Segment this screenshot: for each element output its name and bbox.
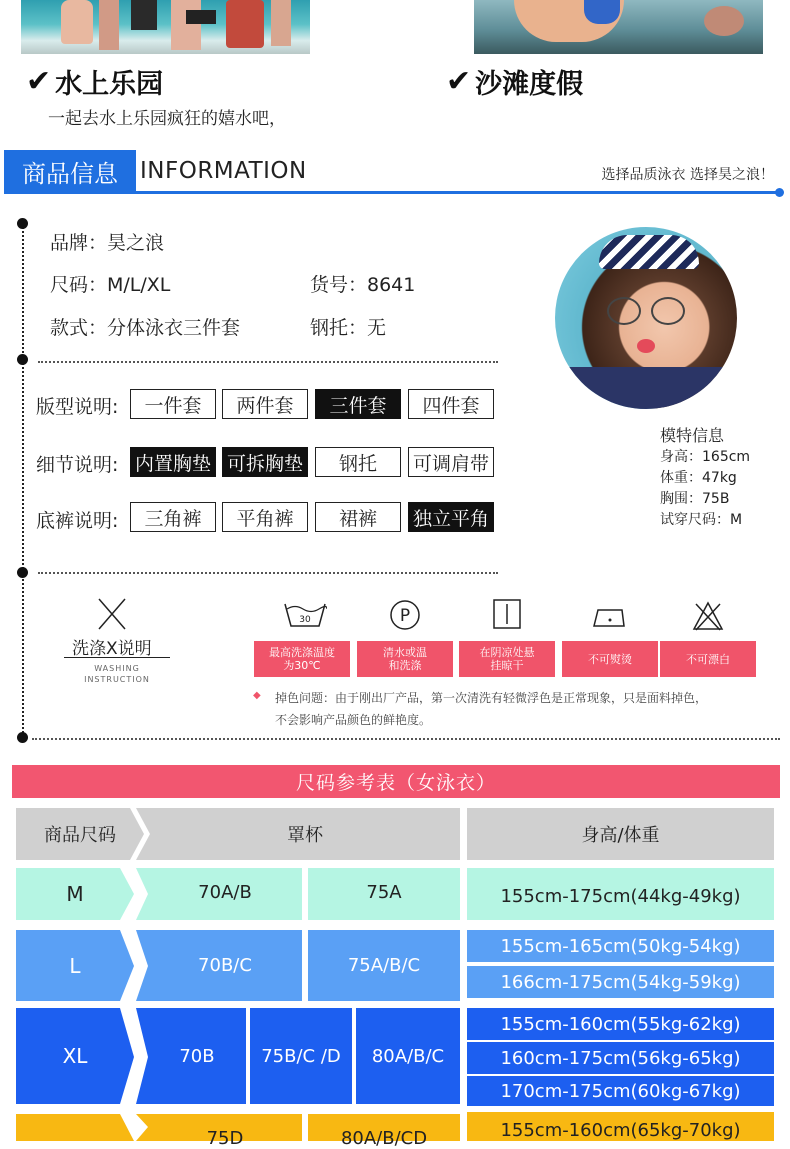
feature-water-park-title: ✔ 水上乐园 [26,64,164,100]
wash-label-temp: 最高洗涤温度为30℃ [254,641,350,677]
wash-label-hang: 在阴凉处悬挂晾干 [459,641,555,677]
note-diamond-icon: ◆ [253,690,261,701]
wash-label-no-iron: 不可熨烫 [562,641,658,677]
size-chart-title: 尺码参考表（女泳衣） [12,765,780,798]
option-label-detail: 细节说明: [36,454,119,476]
model-bust: 胸围：75B [660,491,730,507]
svg-text:30: 30 [299,615,311,625]
model-info-title: 模特信息 [660,426,725,445]
option-tag-selected: 三件套 [315,389,401,419]
size-l: L [69,953,81,978]
hw-cell: 155cm-160cm(55kg-62kg) [500,1013,741,1035]
model-trial-size: 试穿尺码：M [660,512,743,528]
feature-beach-title: ✔ 沙滩度假 [446,64,584,100]
option-tag-selected: 独立平角 [408,502,494,532]
washing-subtitle: WASHING INSTRUCTION [84,664,150,684]
header-cup: 罩杯 [287,825,323,846]
feature-water-park-desc: 一起去水上乐园疯狂的嬉水吧， [48,109,286,129]
option-tag: 三角裤 [130,502,216,532]
option-tag: 四件套 [408,389,494,419]
wash-label-no-bleach: 不可漂白 [660,641,756,677]
model-height: 身高：165cm [660,449,751,465]
option-tag: 一件套 [130,389,216,419]
cup-cell: 70B/C [198,955,252,976]
option-tag: 两件套 [222,389,308,419]
cup-cell: 75A [366,881,402,903]
header-size: 商品尺码 [44,825,116,846]
svg-text:P: P [399,606,411,626]
cup-cell: 75B/C /D [261,1045,341,1067]
cup-cell: 80A/B/C [371,1045,445,1067]
option-label-bottom: 底裤说明: [36,510,119,532]
checkmark-icon: ✔ [26,64,52,99]
hw-cell: 155cm-160cm(65kg-70kg) [500,1120,741,1141]
hw-cell: 155cm-165cm(50kg-54kg) [500,935,741,957]
hw-cell: 160cm-175cm(56kg-65kg) [500,1047,741,1069]
hw-cell: 166cm-175cm(54kg-59kg) [500,971,741,993]
cup-cell: 80A/B/CD [340,1128,428,1149]
wash-label-gentle: 清水或温和洗涤 [357,641,453,677]
info-slogan: 选择品质泳衣 选择昊之浪！ [601,167,774,183]
model-weight: 体重：47kg [660,470,737,486]
spec-underwire: 钢托：无 [310,317,387,339]
cup-cell: 75D [206,1128,244,1149]
info-tab: 商品信息 [4,150,136,193]
spec-style: 款式：分体泳衣三件套 [50,317,241,339]
spec-item-no: 货号：8641 [310,274,416,296]
option-tag-selected: 内置胸垫 [130,447,216,477]
option-label-fit: 版型说明: [36,396,119,418]
option-tag: 裙裤 [315,502,401,532]
info-english-label: INFORMATION [140,158,307,184]
hw-cell: 170cm-175cm(60kg-67kg) [500,1080,741,1102]
option-tag: 钢托 [315,447,401,477]
option-tag-selected: 可拆胸垫 [222,447,308,477]
cup-cell: 70A/B [198,881,252,903]
spec-brand: 品牌：昊之浪 [50,232,165,254]
fading-note: 掉色问题：由于刚出厂产品，第一次清洗有轻微浮色是正常现象，只是面料掉色， 不会影响产品颜色的鲜艳度。 [275,691,708,727]
option-tag: 平角裤 [222,502,308,532]
size-xl: XL [62,1044,88,1068]
size-m: M [66,882,84,906]
checkmark-icon: ✔ [446,64,472,99]
cup-cell: 75A/B/C [347,955,421,976]
hw-cell: 155cm-175cm(44kg-49kg) [500,885,741,907]
cup-cell: 70B [179,1045,215,1067]
option-tag: 可调肩带 [408,447,494,477]
spec-size: 尺码：M/L/XL [50,274,171,296]
washing-title: 洗涤X说明 [72,639,152,659]
header-height-weight: 身高/体重 [581,825,660,846]
